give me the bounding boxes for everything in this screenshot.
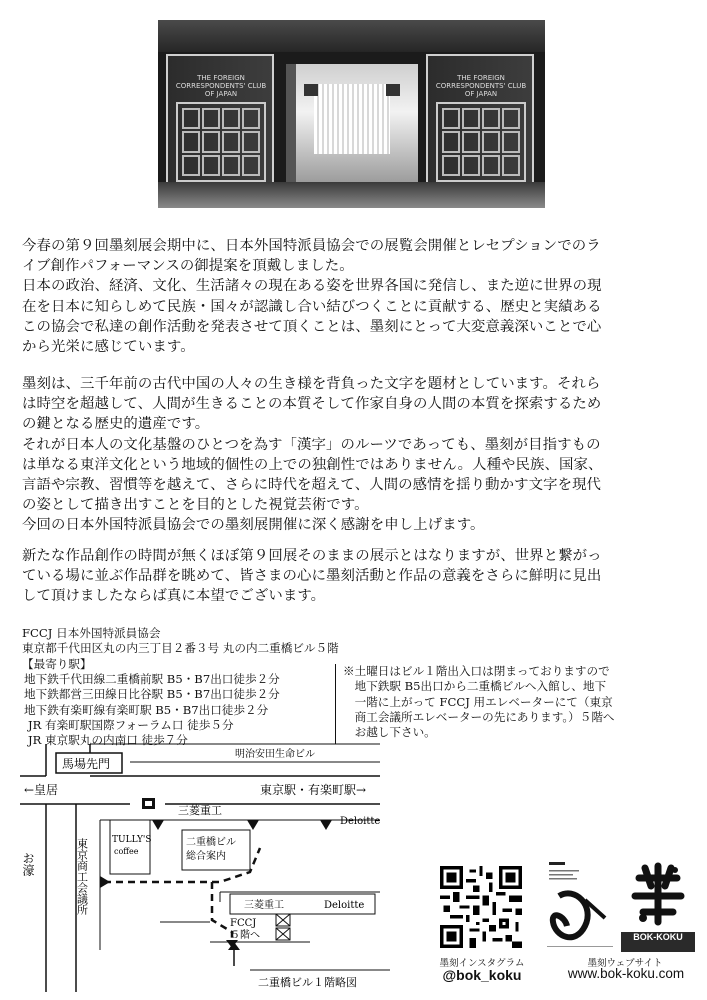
instagram-handle[interactable]: @bok_koku (442, 967, 522, 983)
text-line: 在を日本に知らしめて民族・国々が認識し合い結びつくことに貢献する、歴史と実績ある (22, 298, 602, 315)
map-tullys: TULLY'S (112, 835, 152, 845)
wall-picture (304, 84, 318, 96)
text-line: から光栄に感じています。 (22, 339, 195, 356)
map-5f: ５階へ (230, 930, 260, 941)
station-item: 地下鉄千代田線二重橋前駅 B5・B7出口徒歩２分 (24, 672, 280, 686)
club-sign-text: THE FOREIGN CORRESPONDENTS' CLUB OF JAPAN (435, 74, 527, 98)
wall-picture (386, 84, 400, 96)
map-tullys-coffee: coffee (114, 847, 139, 856)
map-fccj: FCCJ (230, 918, 257, 929)
lobby-wall (314, 84, 390, 154)
map-nijubashi: 二重橋ビル (186, 837, 236, 848)
text-line: 今春の第９回墨刻展会期中に、日本外国特派員協会での展覧会開催とレセプションでのラ (22, 238, 601, 254)
map-mitsubishi-bottom: 三菱重工 (244, 900, 284, 911)
text-line: の姿として描き出すことを目的とした視覚芸術です。 (22, 497, 369, 514)
map-ohori: お濠 (21, 852, 35, 876)
glass-door (286, 64, 296, 184)
saturday-note (343, 664, 615, 740)
text-line: 言語や宗教、習慣等を越えて、さらに時代を超えて、人間の感情を揺り動かす文字を現代 (22, 477, 602, 494)
note-line: 地下鉄駅 B5出口から二重橋ビルへ入館し、地下 (343, 679, 607, 694)
map-sogo-annai: 総合案内 (186, 851, 226, 862)
text-line: イブ創作パフォーマンスの御提案を頂戴しました。 (22, 258, 354, 275)
website-preview-page (545, 856, 615, 952)
station-item: JR 東京駅丸の内南口 徒歩７分 (28, 733, 188, 748)
station-list (22, 672, 280, 748)
text-line: 日本の政治、経済、文化、生活諸々の現在ある姿を世界各国に発信し、また逆に世界の現 (22, 278, 602, 295)
website-label: 墨刻ウェブサイト (587, 958, 663, 969)
map-shokokaigi: 東京商工会議所 (75, 838, 89, 915)
map-meiji-yasuda: 明治安田生命ビル (235, 749, 315, 760)
ceiling (158, 20, 545, 52)
text-line: それが日本人の文化基盤のひとつを為す「漢字」のルーツであっても、墨刻が目指すもの (22, 436, 601, 453)
text-line: して頂けましたならば真に本望でございます。 (22, 588, 326, 605)
lobby-hall (286, 64, 418, 184)
station-item: 地下鉄有楽町線有楽町駅 B5・B7出口徒歩２分 (24, 702, 269, 717)
paragraph-invitation (22, 236, 694, 357)
instagram-qr-code[interactable] (440, 866, 522, 948)
map-deloitte-bottom: Deloitte (324, 900, 365, 911)
map-kokyo: ←皇居 (24, 783, 59, 797)
floor-map (20, 742, 390, 992)
bok-koku-brand: BOK-KOKU (633, 932, 683, 942)
map-deloitte-top: Deloitte (340, 816, 381, 827)
text-line: は時空を超越して、人間が生きることの本質そして作家自身の人間の本質を探索するため (22, 396, 602, 413)
website-url-link[interactable]: www.bok-koku.com (567, 966, 685, 981)
station-item: 地下鉄都営三田線日比谷駅 B5・B7出口徒歩２分 (24, 687, 280, 702)
note-line: 商工会議所エレベーターの先にあります。）５階へ (343, 709, 615, 724)
text-line: の鍵となる歴史的遺産です。 (22, 416, 210, 433)
text-line: 今回の日本外国特派員協会での墨刻展開催に深く感謝を申し上げます。 (22, 517, 485, 534)
divider (335, 664, 336, 744)
map-babasakimon: 馬場先門 (62, 757, 111, 771)
paragraph-about-bokukoku (22, 374, 694, 536)
map-tokyo-station: 東京駅・有楽町駅→ (260, 783, 367, 797)
note-line: お越し下さい。 (343, 725, 436, 740)
text-line: 新たな作品創作の時間が無くほぼ第９回展そのままの展示とはなりますが、世界と繋がっ (22, 548, 602, 564)
venue-info (22, 626, 339, 672)
kanji-seal-logo (176, 102, 266, 182)
kanji-seal-logo (436, 102, 526, 182)
note-line: ※土曜日はビル１階出入口は閉まっておりますので (343, 664, 610, 678)
floor (158, 182, 545, 208)
map-caption: 二重橋ビル１階略図 (258, 976, 357, 989)
note-line: 一階に上がって FCCJ 用エレベーターにて（東京 (343, 694, 613, 709)
access-heading: 【最寄り駅】 (22, 656, 92, 671)
map-mitsubishi-top: 三菱重工 (178, 804, 222, 817)
website-preview-image[interactable] (545, 856, 695, 952)
paragraph-closing (22, 546, 694, 607)
venue-address: 東京都千代田区丸の内三丁目２番３号 丸の内二重橋ビル５階 (22, 641, 339, 656)
fccj-entrance-photo (158, 20, 545, 208)
text-line: この協会で私達の創作活動を発表させて頂くことは、墨刻にとって大変意義深いことで心 (22, 318, 602, 335)
text-line: ている場に並ぶ作品群を眺めて、皆さまの心に墨刻活動と作品の意義をさらに鮮明に見出 (22, 568, 602, 585)
venue-name: FCCJ 日本外国特派員協会 (22, 626, 161, 640)
instagram-label: 墨刻インスタグラム (439, 958, 525, 969)
club-sign-text: THE FOREIGN CORRESPONDENTS' CLUB OF JAPAN (175, 74, 267, 98)
text-line: 墨刻は、三千年前の古代中国の人々の生き様を背負った文字を題材としています。それら (22, 376, 601, 392)
text-line: は単なる東洋文化という地域的個性の上での独創性ではありません。人種や民族、国家、 (22, 456, 603, 473)
station-item: JR 有楽町駅国際フォーラム口 徒歩５分 (28, 717, 234, 732)
